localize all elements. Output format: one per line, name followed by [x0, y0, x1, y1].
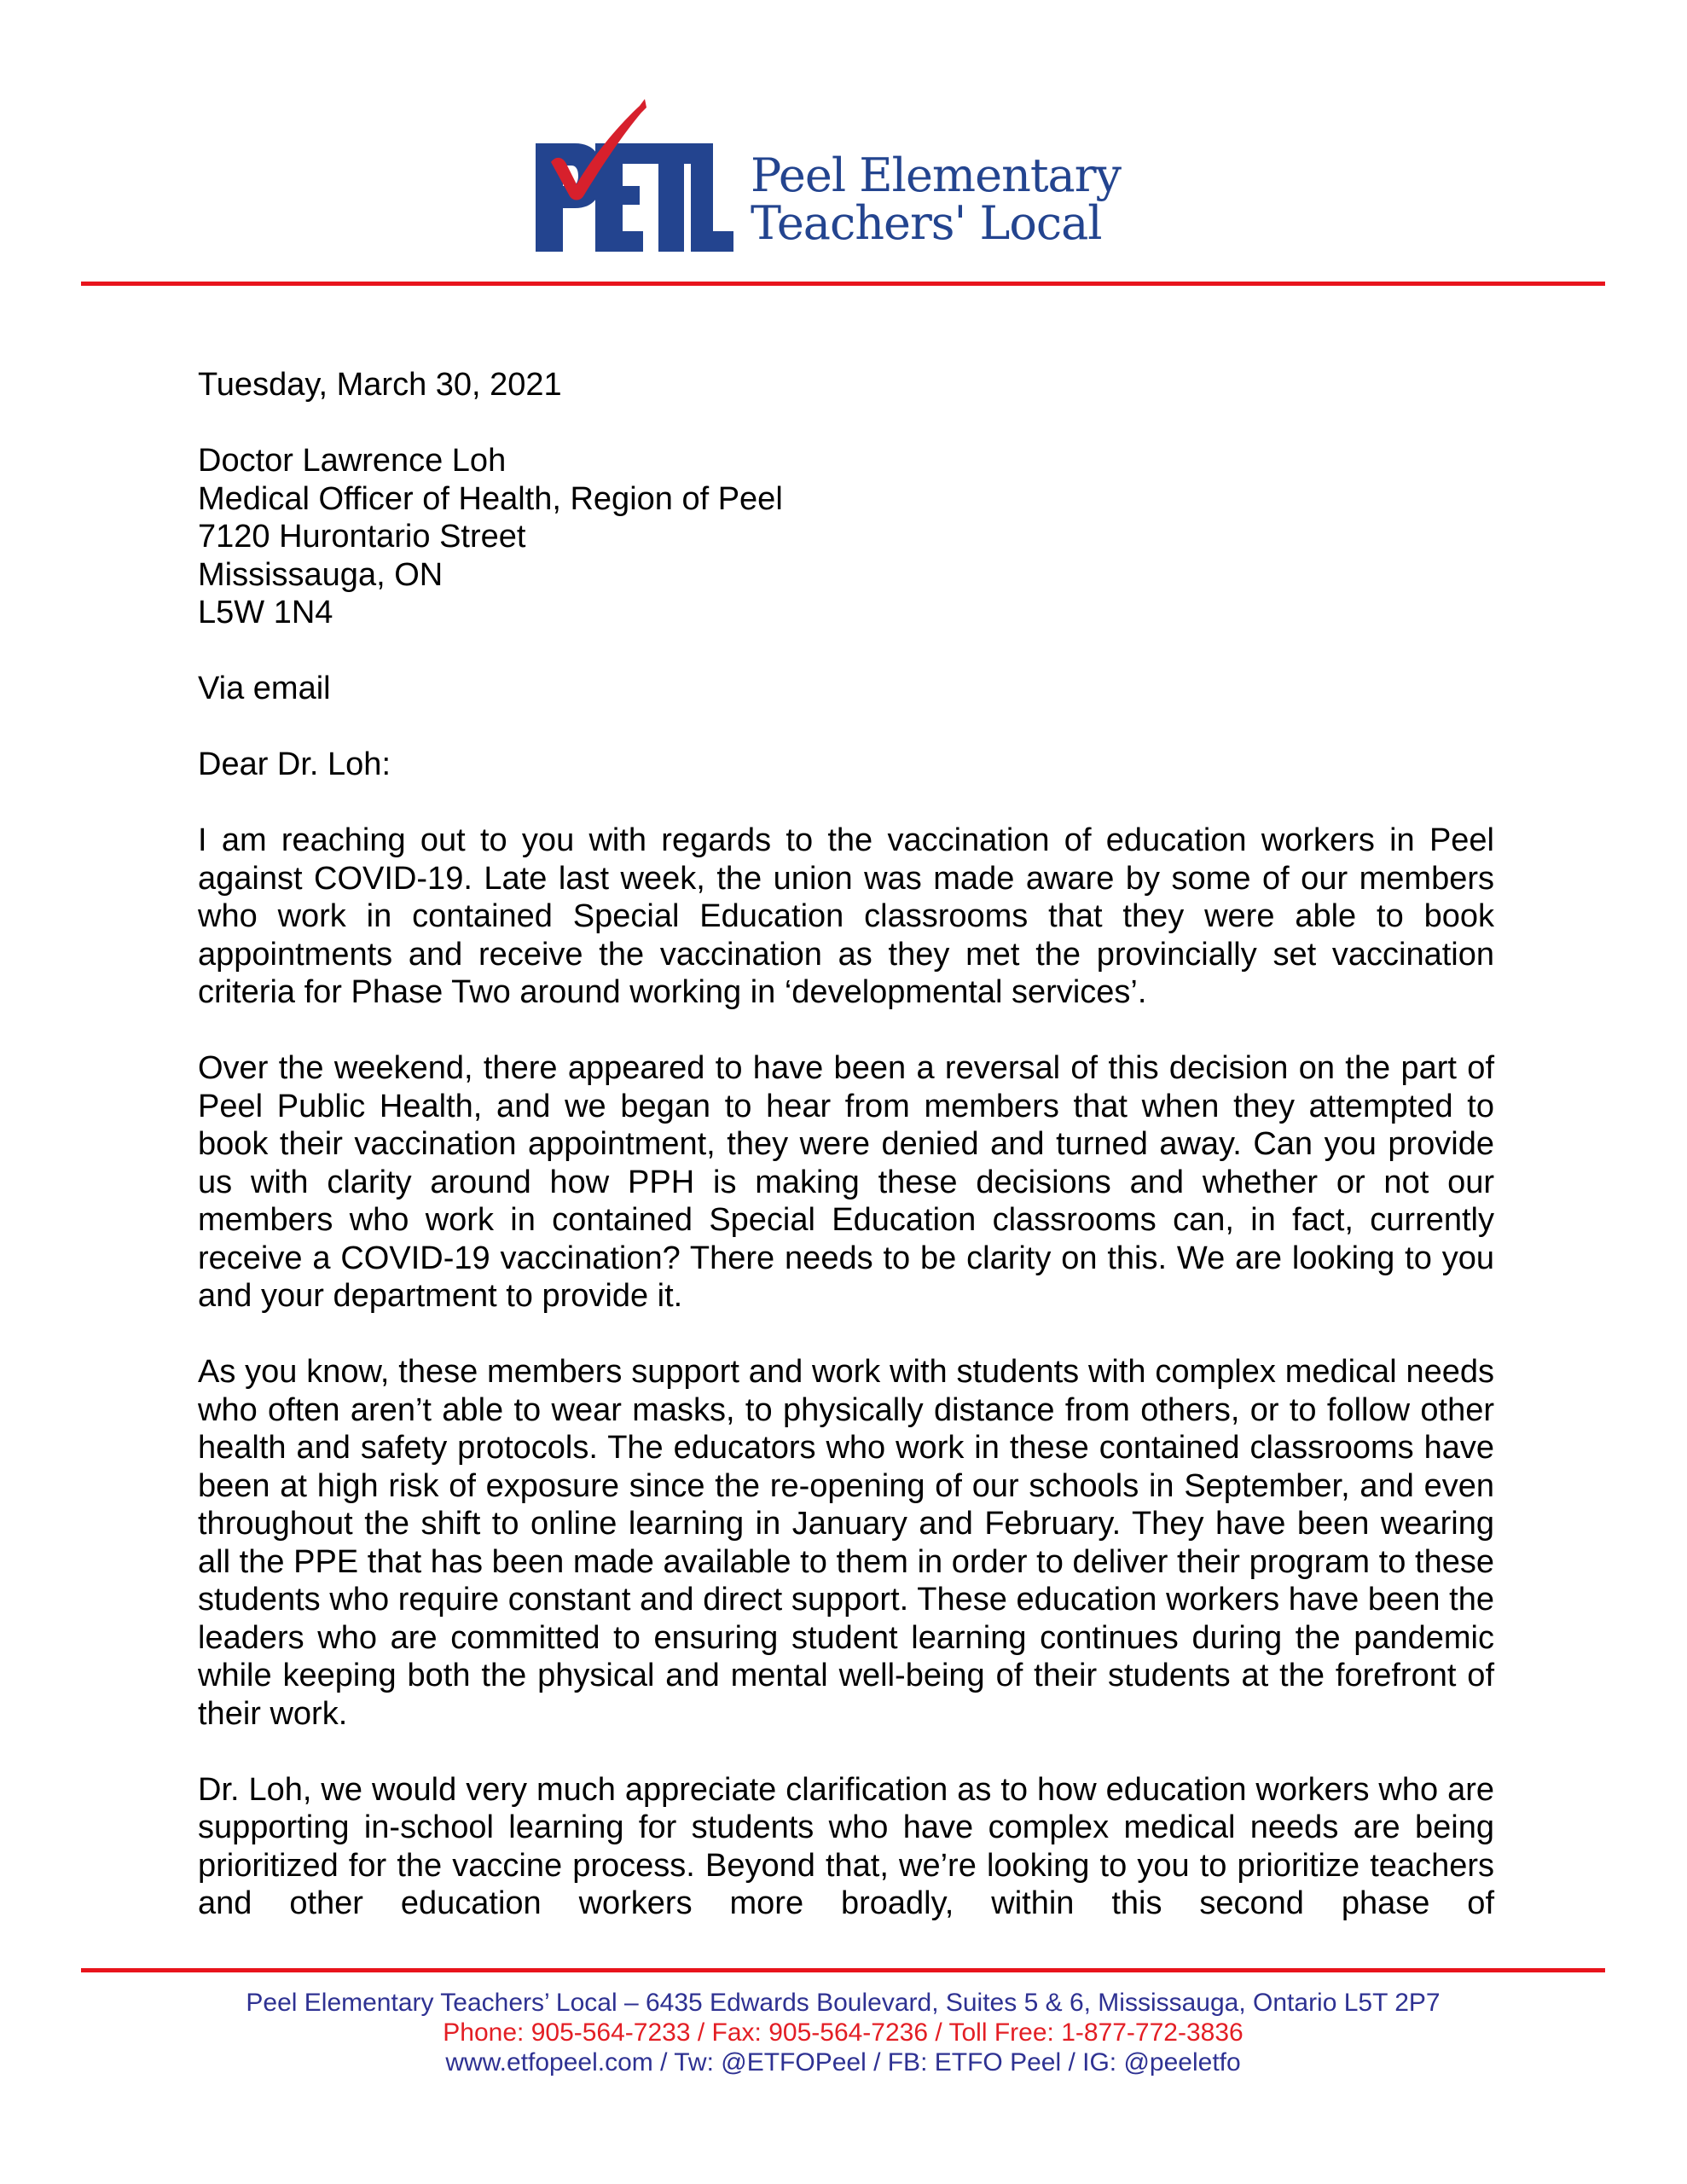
- org-name-line2: Teachers' Local: [751, 196, 1102, 250]
- org-name-line1: Peel Elementary: [751, 148, 1122, 202]
- paragraph-3: As you know, these members support and work with students with complex medical needs who often aren’t able to wear masks, to physically distance from others, or to follow other health and safety protocols. The educators who work in these contained classrooms have been at high risk of exposure since the re-opening of our schools in September, and even throughout the shift to online learning in January and February. They have been wearing all the PPE that has been made available to them in order to deliver their program to these students who require constant and direct support. These education workers have been the leaders who are committed to ensuring student learning continues during the pandemic while keeping both the physical and mental well-being of their students at the forefront of their work.: [198, 1354, 1494, 1732]
- salutation: Dear Dr. Loh:: [198, 746, 391, 782]
- petl-logo-mark-icon: [534, 96, 735, 254]
- letterhead-logo: [534, 96, 1165, 258]
- footer-address: Peel Elementary Teachers’ Local – 6435 Edwards Boulevard, Suites 5 & 6, Mississauga, Ontario L5T 2P7: [246, 1989, 1441, 2017]
- recipient-postal: L5W 1N4: [198, 595, 333, 630]
- paragraph-4: Dr. Loh, we would very much appreciate clarification as to how education workers who are supporting in-school learning for students who have complex medical needs are being prioritized for the vaccine process. Beyond that, we’re looking to you to prioritize teachers and other education workers more broadly, within this second phase of: [198, 1771, 1494, 1921]
- paragraph-2: Over the weekend, there appeared to have been a reversal of this decision on the part of Peel Public Health, and we began to hear from members that when they attempted to book their vaccination appointment, they were denied and turned away. Can you provide us with clarity around how PPH is making these decisions and whether or not our members who work in contained Special Education classrooms can, in fact, currently receive a COVID-19 vaccination? There needs to be clarity on this. We are looking to you and your department to provide it.: [198, 1050, 1494, 1314]
- paragraph-1: I am reaching out to you with regards to the vaccination of education workers in Peel against COVID-19. Late last week, the union was made aware by some of our members who work in contained Special Education classrooms that they were able to book appointments and receive the vaccination as they met the provincially set vaccination criteria for Phase Two around working in ‘developmental services’.: [198, 822, 1494, 1010]
- footer-divider: [81, 1968, 1605, 1972]
- letterhead-footer: [81, 1988, 1605, 2077]
- org-name: [751, 148, 1122, 250]
- recipient-city: Mississauga, ON: [198, 556, 443, 593]
- recipient-block: [198, 442, 1494, 632]
- delivery-method: Via email: [198, 671, 331, 706]
- letter-date: Tuesday, March 30, 2021: [198, 367, 562, 403]
- logo-letter-l: [691, 143, 733, 252]
- recipient-street: 7120 Hurontario Street: [198, 519, 526, 555]
- footer-web-social: www.etfopeel.com / Tw: @ETFOPeel / FB: ETFO Peel / IG: @peeletfo: [445, 2048, 1241, 2077]
- recipient-title: Medical Officer of Health, Region of Peel: [198, 480, 783, 517]
- recipient-name: Doctor Lawrence Loh: [198, 443, 507, 479]
- letter-body: [198, 366, 1494, 1923]
- footer-contact-numbers: Phone: 905-564-7233 / Fax: 905-564-7236 / Toll Free: 1-877-772-3836: [443, 2018, 1244, 2047]
- logo-letter-p: [536, 143, 602, 252]
- header-divider: [81, 282, 1605, 286]
